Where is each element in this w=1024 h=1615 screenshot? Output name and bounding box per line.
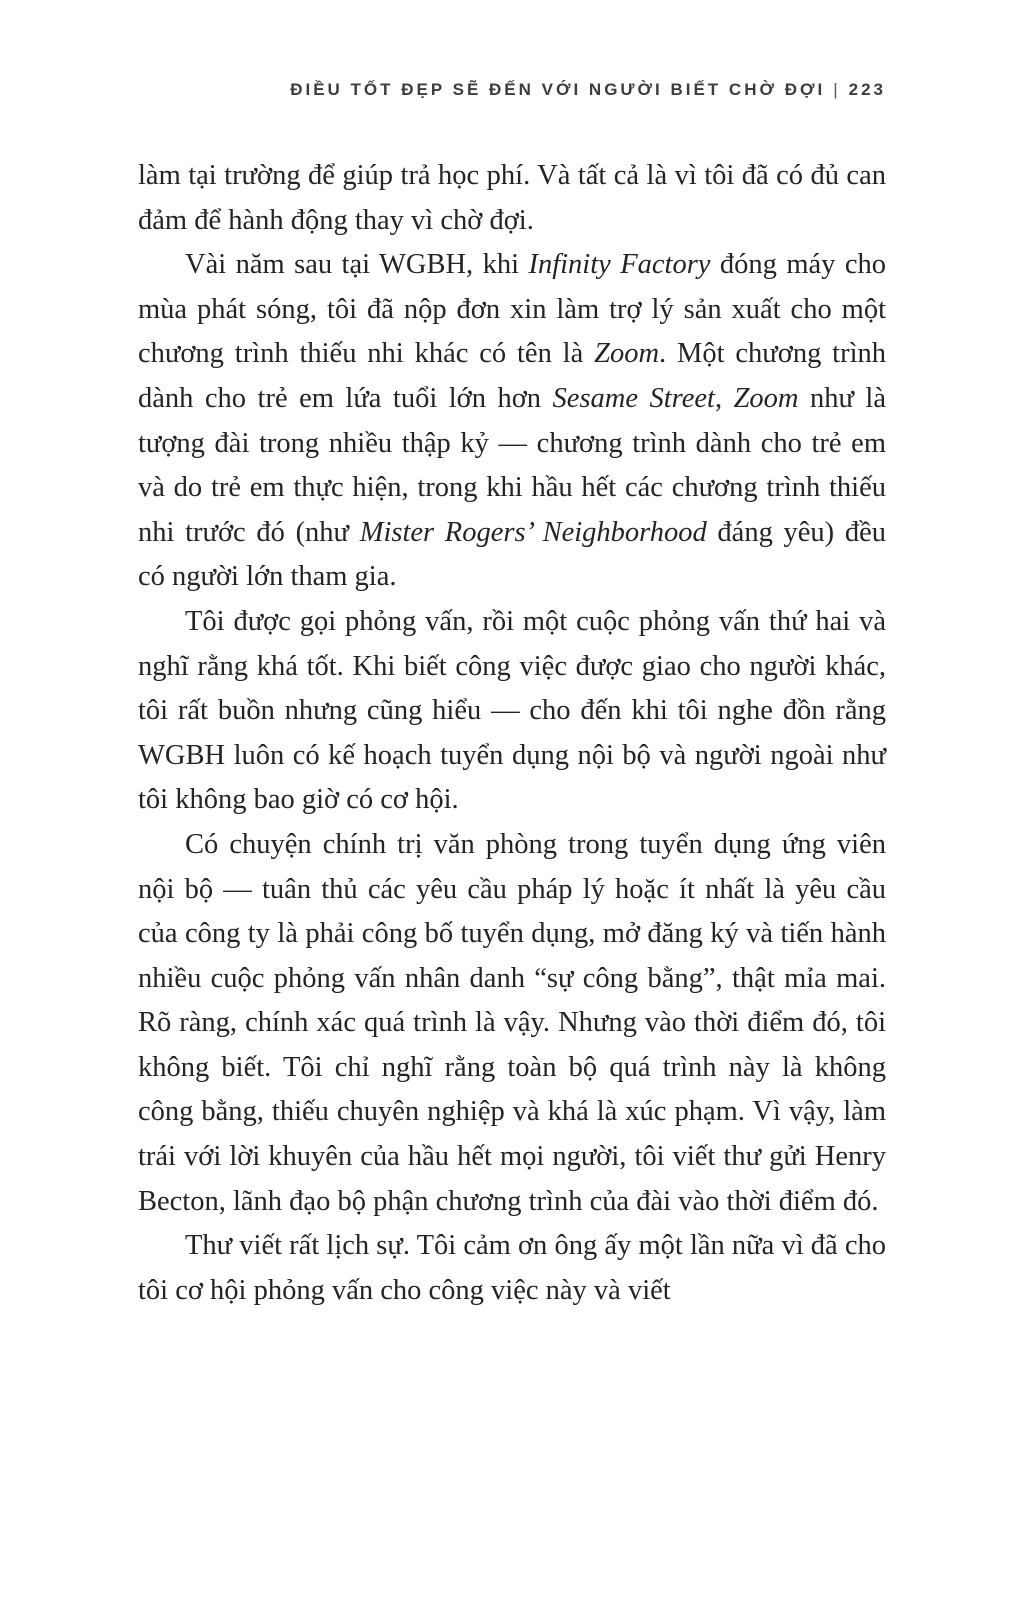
page-body (138, 154, 886, 1313)
text-run: đóng máy cho mùa phát sóng, tôi đã nộp đơn xin làm trợ lý sản xuất cho một chương trình thiếu nhi khác có tên là (138, 249, 887, 370)
italic-show-title: Mister Rogers’ Neighborhood (359, 516, 707, 548)
text-run: đáng yêu) đều có người lớn tham gia. (138, 516, 886, 593)
text-run: , (714, 382, 734, 414)
text-run: Có chuyện chính trị văn phòng trong tuyển dụng ứng viên nội bộ — tuân thủ các yêu cầu pháp lý hoặc ít nhất là yêu cầu của công ty là phải công bố tuyển dụng, mở đăng ký và tiến hành nhiều cuộc phỏng vấn nhân danh “sự công bằng”, thật mỉa mai. Rõ ràng, chính xác quá trình là vậy. Nhưng vào thời điểm đó, tôi không biết. Tôi chỉ nghĩ rằng toàn bộ quá trình này là không công bằng, thiếu chuyên nghiệp và khá là xúc phạm. Vì vậy, làm trái với lời khuyên của hầu hết mọi người, tôi viết thư gửi Henry Becton, lãnh đạo bộ phận chương trình của đài vào thời điểm đó. (138, 828, 886, 1217)
paragraph (138, 1224, 886, 1313)
text-run: . Một chương trình dành cho trẻ em lứa tuổi lớn hơn (138, 338, 886, 414)
running-header (138, 80, 886, 100)
italic-show-title: Sesame Street (552, 382, 715, 414)
paragraph (138, 600, 886, 823)
text-run: Thư viết rất lịch sự. Tôi cảm ơn ông ấy một lần nữa vì đã cho tôi cơ hội phỏng vấn cho công việc này và viết (138, 1230, 886, 1306)
paragraph (138, 154, 886, 243)
text-run: Vài năm sau tại WGBH, khi (185, 249, 529, 281)
header-separator: | (833, 80, 841, 99)
text-run: Tôi được gọi phỏng vấn, rồi một cuộc phỏng vấn thứ hai và nghĩ rằng khá tốt. Khi biết công việc được giao cho người khác, tôi rất buồn nhưng cũng hiểu — cho đến khi tôi nghe đồn rằng WGBH luôn có kế hoạch tuyển dụng nội bộ và người ngoài như tôi không bao giờ có cơ hội. (138, 605, 886, 816)
page-number: 223 (848, 80, 886, 99)
paragraph (138, 243, 886, 600)
running-title: ĐIỀU TỐT ĐẸP SẼ ĐẾN VỚI NGƯỜI BIẾT CHỜ ĐỢI (290, 80, 826, 99)
italic-show-title: Zoom (733, 382, 799, 414)
italic-show-title: Infinity Factory (528, 249, 711, 281)
text-run: như là tượng đài trong nhiều thập kỷ — chương trình dành cho trẻ em và do trẻ em thực hiện, trong khi hầu hết các chương trình thiếu nhi trước đó (như (138, 382, 887, 548)
text-run: làm tại trường để giúp trả học phí. Và tất cả là vì tôi đã có đủ can đảm để hành động thay vì chờ đợi. (138, 160, 886, 236)
italic-show-title: Zoom (594, 338, 660, 370)
paragraph (138, 823, 886, 1224)
